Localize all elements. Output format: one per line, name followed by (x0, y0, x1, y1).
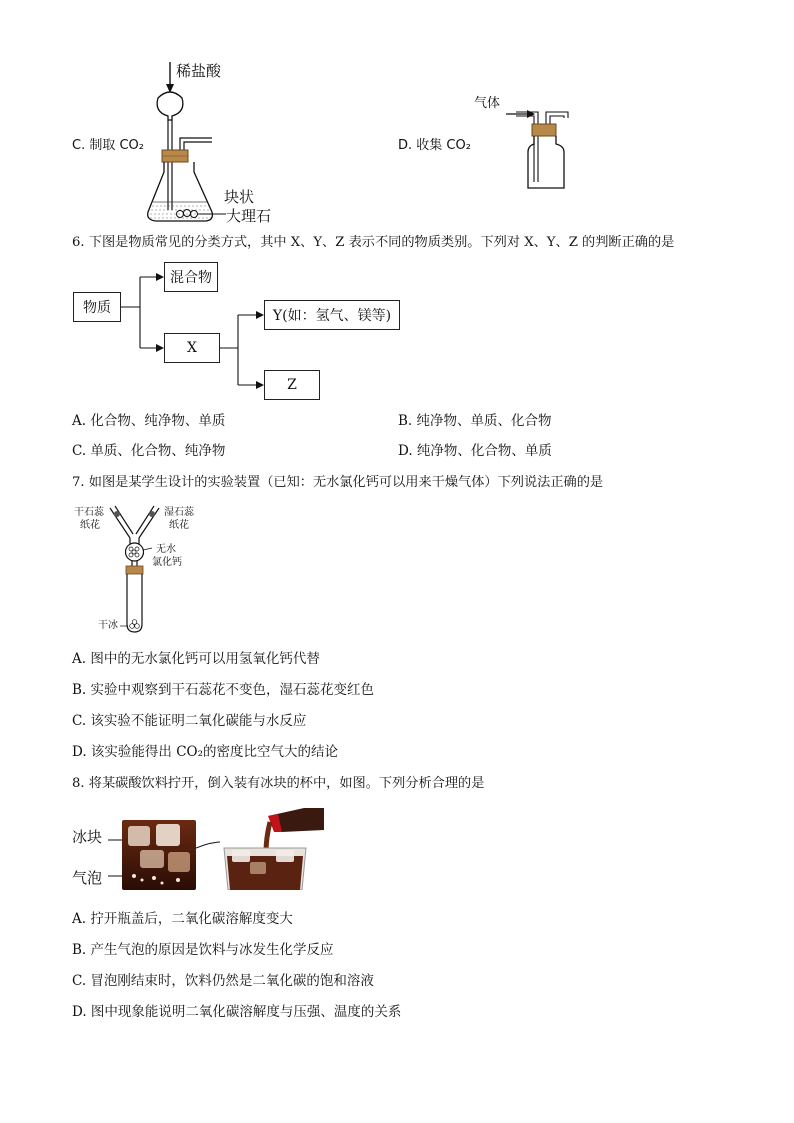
box-root-substance: 物质 (73, 292, 121, 322)
wet-litmus-label-2: 纸花 (169, 520, 189, 531)
q8-option-c: C. 冒泡刚结束时，饮料仍然是二氧化碳的饱和溶液 (72, 973, 374, 989)
box-x: X (164, 333, 220, 363)
q8-option-d: D. 图中现象能说明二氧化碳溶解度与压强、温度的关系 (72, 1004, 402, 1020)
option-c-label: C. 制取 CO₂ (72, 138, 144, 153)
gas-label: 气体 (474, 96, 501, 111)
wet-litmus-label-1: 湿石蕊 (164, 507, 194, 518)
acid-label: 稀盐酸 (176, 62, 222, 80)
option-d-label: D. 收集 CO₂ (398, 138, 471, 153)
classification-connectors (60, 260, 420, 410)
apparatus-c-figure (0, 0, 380, 230)
q8-option-b: B. 产生气泡的原因是饮料与冰发生化学反应 (72, 942, 334, 958)
q6-stem: 6. 下图是物质常见的分类方式，其中 X、Y、Z 表示不同的物质类别。下列对 X、Y、Z 的判断正确的是 (72, 235, 675, 250)
q6-option-b: B. 纯净物、单质、化合物 (398, 413, 552, 429)
q7-option-a: A. 图中的无水氯化钙可以用氢氧化钙代替 (72, 651, 320, 667)
q7-option-b: B. 实验中观察到干石蕊花不变色，湿石蕊花变红色 (72, 682, 375, 698)
marble-label-1: 块状 (224, 188, 255, 206)
bubble-label: 气泡 (72, 869, 103, 887)
q6-option-a: A. 化合物、纯净物、单质 (72, 413, 226, 429)
q7-stem: 7. 如图是某学生设计的实验装置（已知：无水氯化钙可以用来干燥气体）下列说法正确的是 (72, 475, 604, 490)
dry-litmus-label-1: 干石蕊 (74, 507, 104, 518)
cacl2-label-1: 无水 (156, 544, 176, 555)
marble-label-2: 大理石 (226, 207, 272, 225)
flask-apparatus-drawing (0, 0, 380, 230)
q6-classification-diagram (60, 260, 420, 410)
box-mixture: 混合物 (164, 262, 218, 292)
pouring-cola-photo (220, 808, 326, 890)
box-y: Y(如：氢气、镁等) (264, 300, 400, 330)
q6-option-c: C. 单质、化合物、纯净物 (72, 443, 226, 459)
dry-ice-label: 干冰 (98, 620, 118, 631)
q8-stem: 8. 将某碳酸饮料拧开，倒入装有冰块的杯中，如图。下列分析合理的是 (72, 776, 485, 791)
q6-option-d: D. 纯净物、化合物、单质 (398, 443, 552, 459)
box-z: Z (264, 370, 320, 400)
q7-option-d: D. 该实验能得出 CO₂的密度比空气大的结论 (72, 744, 339, 760)
ice-label: 冰块 (72, 828, 103, 846)
q7-option-c: C. 该实验不能证明二氧化碳能与水反应 (72, 713, 307, 729)
cacl2-label-2: 氯化钙 (152, 557, 182, 568)
dry-litmus-label-2: 纸花 (80, 520, 100, 531)
ice-closeup-photo (122, 820, 196, 890)
q8-option-a: A. 拧开瓶盖后，二氧化碳溶解度变大 (72, 911, 293, 927)
